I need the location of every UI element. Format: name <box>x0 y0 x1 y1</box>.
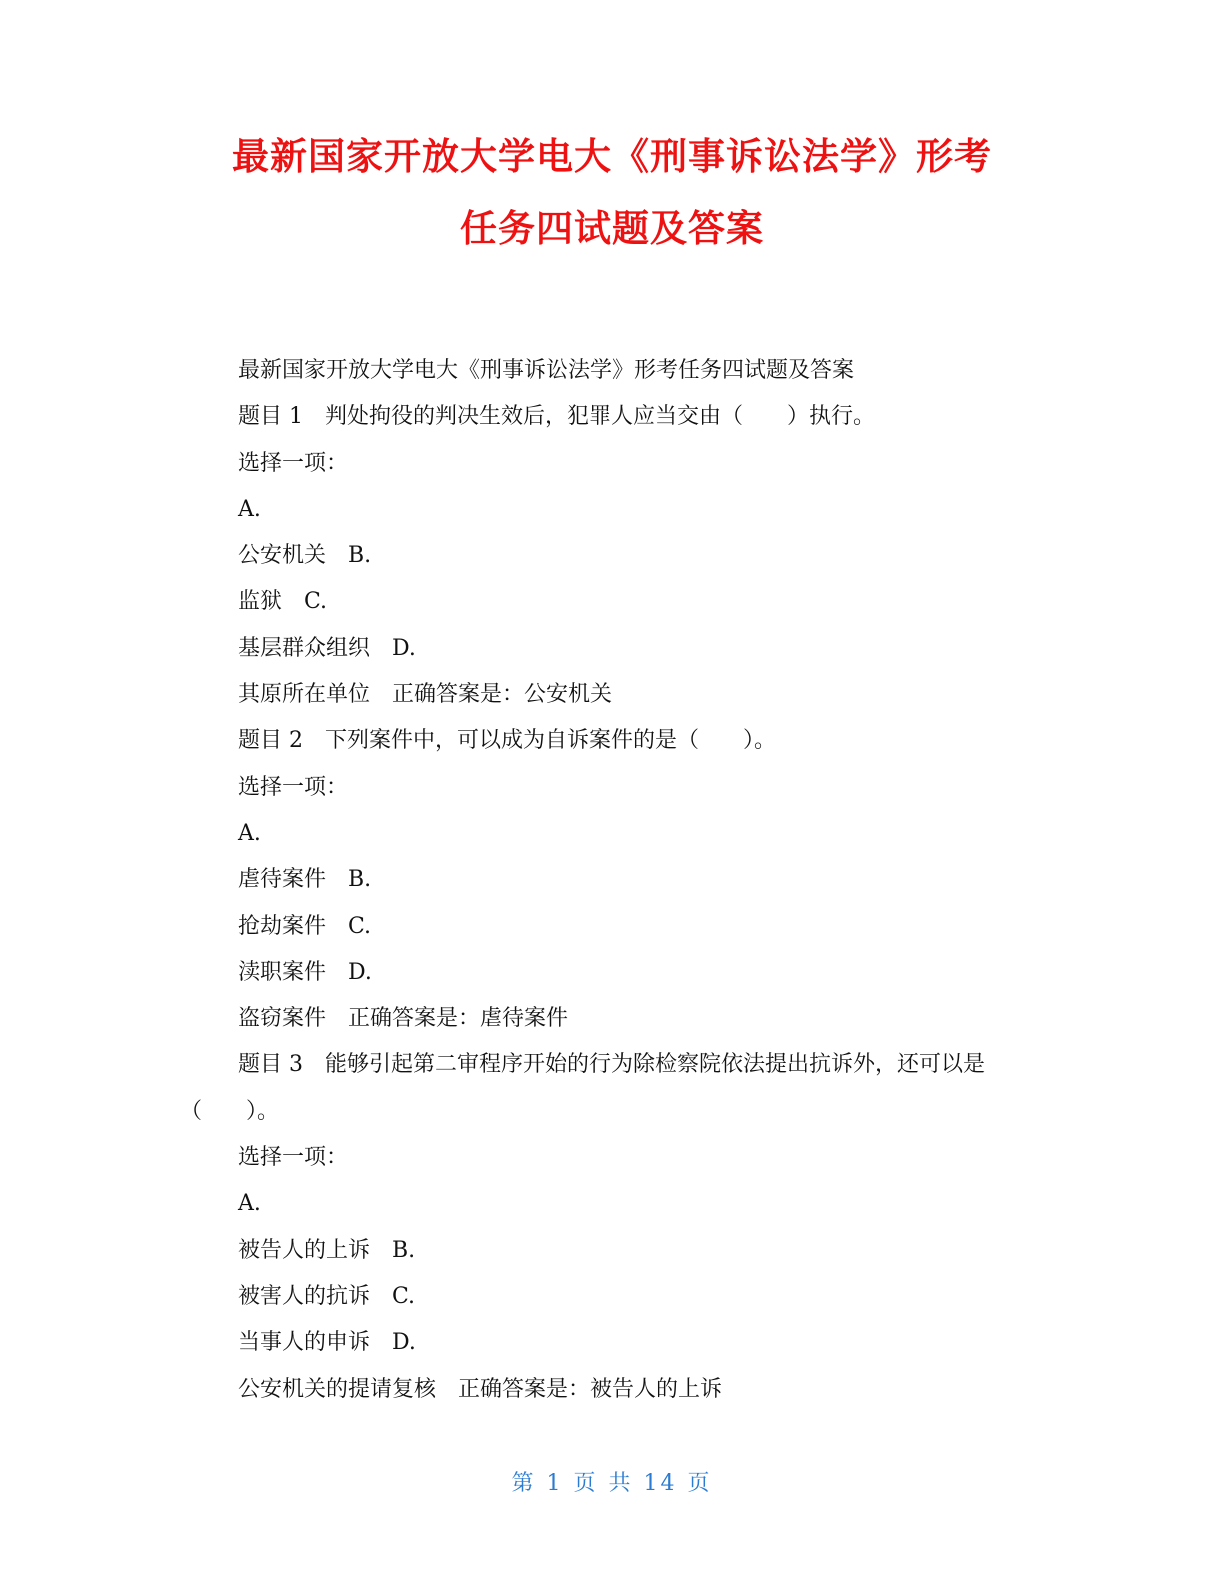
answer-line: 其原所在单位 正确答案是：公安机关 <box>238 682 613 708</box>
option-a-marker: A. <box>238 1191 261 1217</box>
option-a-marker: A. <box>238 820 261 846</box>
option-line: 公安机关 B. <box>238 543 372 569</box>
option-line: 被害人的抗诉 C. <box>238 1283 416 1309</box>
answer-line: 公安机关的提请复核 正确答案是：被告人的上诉 <box>238 1376 723 1402</box>
option-line: 被告人的上诉 B. <box>238 1237 416 1263</box>
option-line: 基层群众组织 D. <box>238 635 416 661</box>
question-1: 题目 1 判处拘役的判决生效后，犯罪人应当交由（ ）执行。 <box>238 404 875 430</box>
document-title-line-2: 任务四试题及答案 <box>460 207 764 250</box>
intro-heading: 最新国家开放大学电大《刑事诉讼法学》形考任务四试题及答案 <box>238 358 855 383</box>
option-line: 虐待案件 B. <box>238 867 372 893</box>
option-a-marker: A. <box>238 496 261 522</box>
choose-one-label: 选择一项： <box>238 1145 349 1171</box>
option-line: 监狱 C. <box>238 589 328 615</box>
answer-line: 盗窃案件 正确答案是：虐待案件 <box>238 1006 569 1032</box>
option-line: 渎职案件 D. <box>238 959 372 985</box>
question-2: 题目 2 下列案件中，可以成为自诉案件的是（ ）。 <box>238 728 776 754</box>
option-line: 抢劫案件 C. <box>238 913 372 939</box>
document-body <box>180 348 1040 1413</box>
document-title-line-1: 最新国家开放大学电大《刑事诉讼法学》形考 <box>232 135 992 178</box>
question-3: 题目 3 能够引起第二审程序开始的行为除检察院依法提出抗诉外，还可以是（ ）。 <box>180 1052 985 1124</box>
page-footer: 第 1 页 共 14 页 <box>511 1471 713 1496</box>
choose-one-label: 选择一项： <box>238 774 349 800</box>
choose-one-label: 选择一项： <box>238 450 349 476</box>
option-line: 当事人的申诉 D. <box>238 1330 416 1356</box>
